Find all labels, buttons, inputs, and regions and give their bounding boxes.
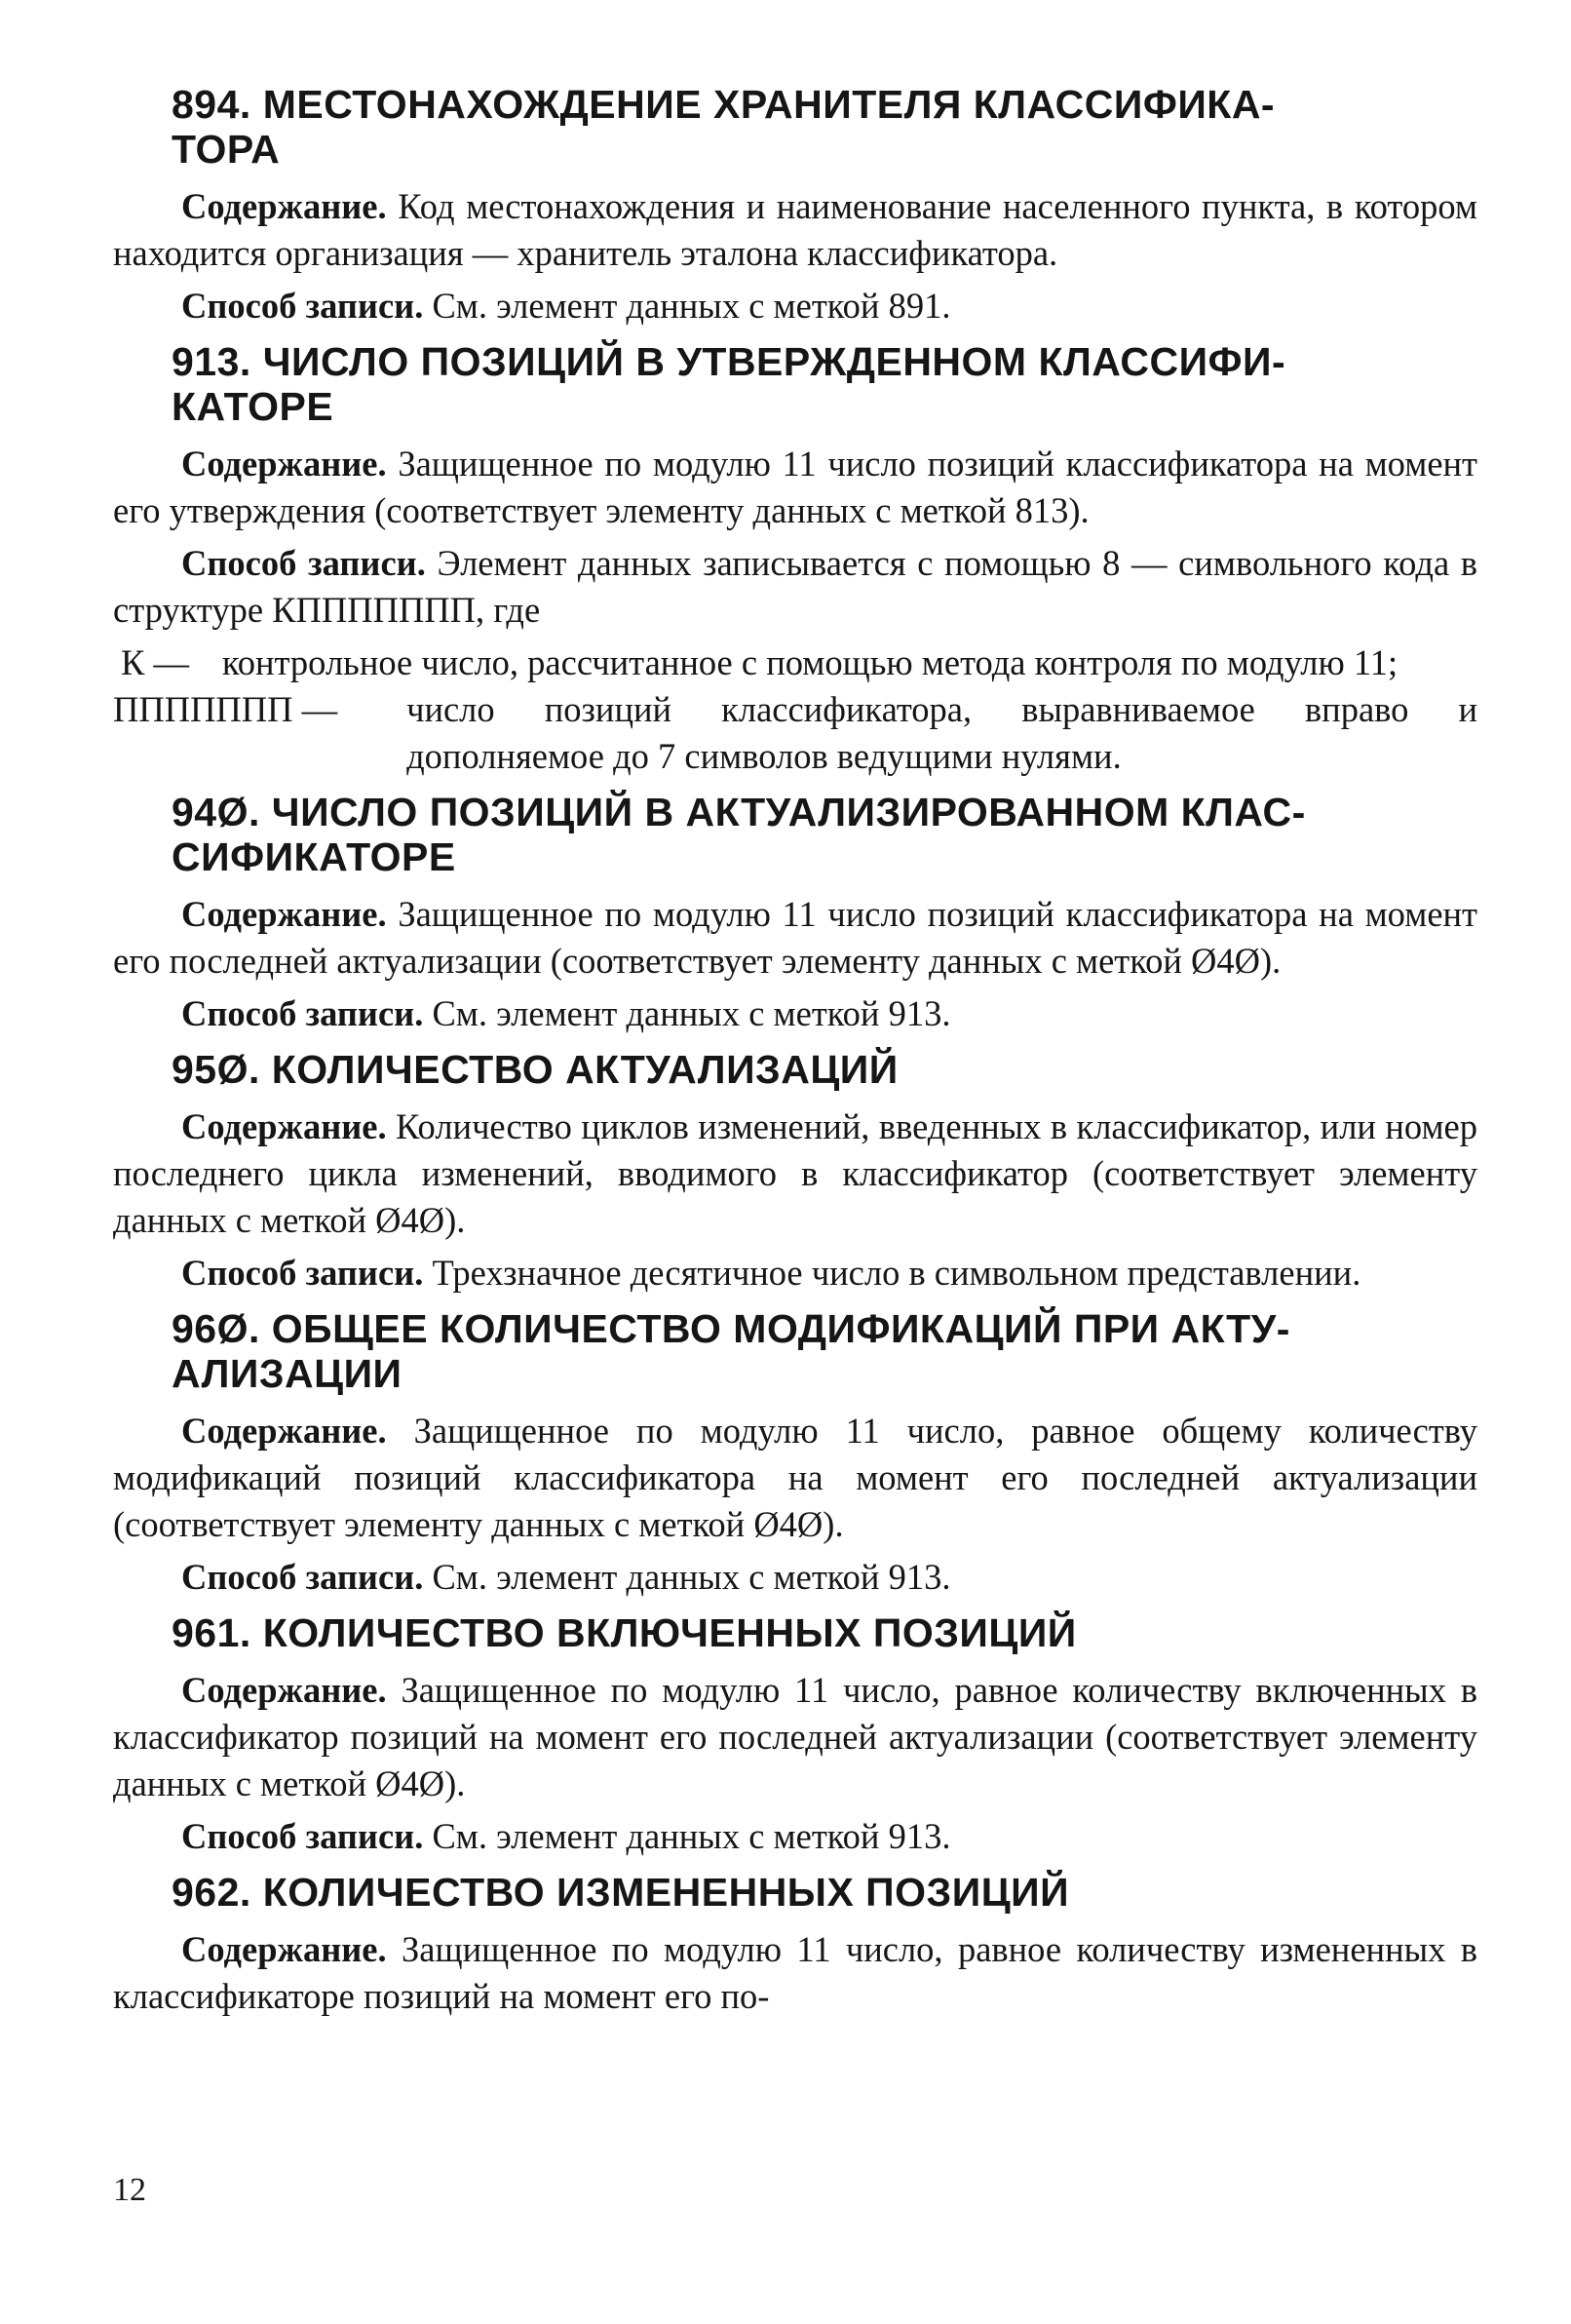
content-paragraph: Содержание. Количество циклов изменений, введенных в классификатор, или номер последнего цикла изменений, вводимого в классификатор (соответствует элементу данных с меткой Ø4Ø). [113,1106,1477,1240]
content-paragraph: Содержание. Защищенное по модулю 11 число позиций классификатора на момент его последней актуализации (соответствует элементу данных с меткой Ø4Ø). [113,894,1478,981]
content-paragraph: Содержание. Защищенное по модулю 11 число позиций классификатора на момент его утверждения (соответствует элементу данных с меткой 813). [113,444,1478,530]
entry-title: 94Ø. ЧИСЛО ПОЗИЦИЙ В АКТУАЛИЗИРОВАННОМ КЛАС- СИФИКАТОРЕ [172,790,1306,879]
entry-950 [113,1047,1477,1297]
entry-962 [113,1870,1477,2020]
entry-960 [113,1306,1477,1601]
entry-title: 962. КОЛИЧЕСТВО ИЗМЕНЕННЫХ ПОЗИЦИЙ [172,1870,1070,1915]
entry-title: 96Ø. ОБЩЕЕ КОЛИЧЕСТВО МОДИФИКАЦИЙ ПРИ АКТУ- АЛИЗАЦИИ [172,1306,1290,1396]
entry-title: 95Ø. КОЛИЧЕСТВО АКТУАЛИЗАЦИЙ [172,1047,899,1092]
method-paragraph: Способ записи. См. элемент данных с меткой 913. [181,1557,951,1597]
content-paragraph: Содержание. Код местонахождения и наименование населенного пункта, в котором находится организация — хранитель эталона классификатора. [113,186,1478,273]
method-paragraph: Способ записи. См. элемент данных с меткой 913. [181,993,951,1033]
method-paragraph: Способ записи. См. элемент данных с меткой 891. [181,286,951,326]
method-paragraph: Способ записи. Элемент данных записывается с помощью 8 — символьного кода в структуре КППППППП, где [113,543,1477,630]
page-body [113,82,1477,2026]
entry-title: 894. МЕСТОНАХОЖДЕНИЕ ХРАНИТЕЛЯ КЛАССИФИКА- ТОРА [172,82,1276,172]
entry-913 [113,339,1477,780]
method-paragraph: Способ записи. См. элемент данных с меткой 913. [181,1816,951,1856]
definition-item: К — контрольное число, рассчитанное с помощью метода контроля по модулю 11; [121,642,1399,682]
content-paragraph: Содержание. Защищенное по модулю 11 число, равное общему количеству модификаций позиций классификатора на момент его последней актуализации (соответствует элементу данных с меткой Ø4Ø). [113,1411,1478,1544]
content-paragraph: Содержание. Защищенное по модулю 11 число, равное количеству включенных в классификатор позиций на момент его последней актуализации (соответствует элементу данных с меткой Ø4Ø). [113,1670,1477,1803]
entry-title: 961. КОЛИЧЕСТВО ВКЛЮЧЕННЫХ ПОЗИЦИЙ [172,1610,1077,1655]
method-paragraph: Способ записи. Трехзначное десятичное число в символьном представлении. [181,1253,1361,1293]
entry-940 [113,790,1477,1037]
page-number: 12 [113,2172,146,2208]
entry-961 [113,1610,1477,1860]
entry-title: 913. ЧИСЛО ПОЗИЦИЙ В УТВЕРЖДЕННОМ КЛАССИФИ- КАТОРЕ [172,339,1286,429]
content-paragraph: Содержание. Защищенное по модулю 11 число, равное количеству измененных в классификаторе позиций на момент его по- [113,1929,1478,2016]
definition-item: ППППППП — число позиций классификатора, выравниваемое вправо и дополняемое до 7 символов ведущими нулями. [113,689,1477,776]
entry-894 [113,82,1477,329]
